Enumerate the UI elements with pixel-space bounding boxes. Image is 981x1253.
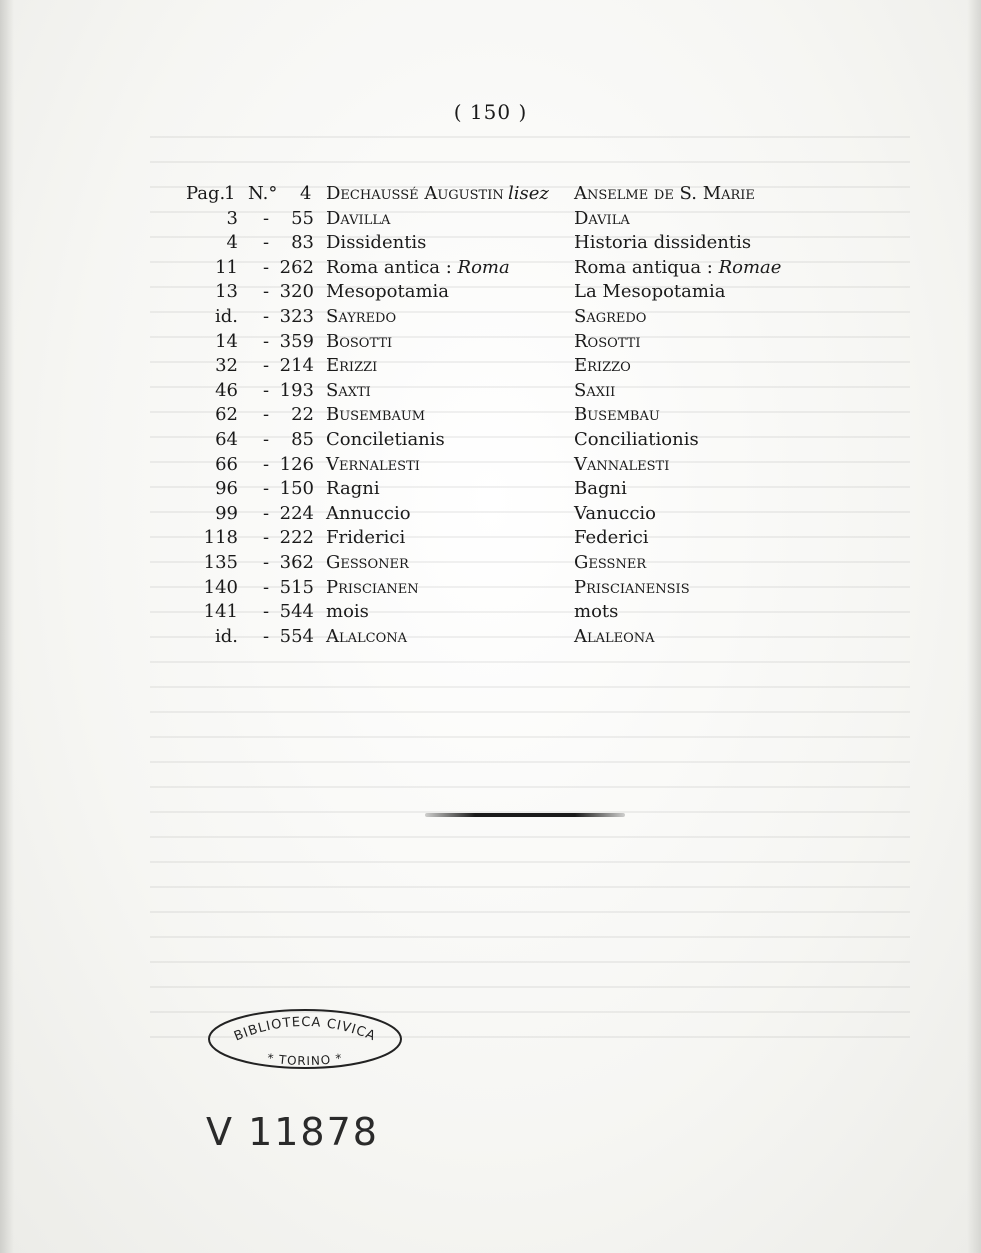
stamp-top-text: BIBLIOTECA CIVICA — [232, 1014, 378, 1045]
errata-correct: Busembau — [574, 404, 660, 426]
errata-correct: Alaleona — [574, 625, 655, 647]
errata-correct: Conciliationis — [574, 428, 699, 450]
errata-dash: - — [262, 232, 270, 254]
errata-number: 323 — [279, 305, 314, 327]
errata-wrong: Roma antica : Roma — [326, 256, 510, 278]
page-edge-right — [967, 0, 981, 1253]
errata-correct: Historia dissidentis — [574, 232, 752, 254]
errata-dash: - — [262, 256, 270, 278]
errata-page: 32 — [215, 355, 238, 377]
errata-dash: - — [262, 428, 270, 450]
errata-number: 214 — [279, 355, 314, 377]
page-edge-left — [0, 0, 14, 1253]
errata-wrong: Annuccio — [326, 502, 411, 524]
errata-wrong: Ragni — [326, 478, 380, 500]
errata-page: 13 — [215, 281, 238, 303]
errata-number: 150 — [279, 478, 314, 500]
errata-correct: Davila — [574, 207, 630, 229]
errata-correct: Priscianensis — [574, 576, 690, 598]
errata-number: 83 — [291, 232, 314, 254]
errata-correct: Saxii — [574, 379, 616, 401]
errata-correct: Rosotti — [574, 330, 641, 352]
errata-page: 64 — [215, 428, 238, 450]
errata-page: 46 — [215, 379, 238, 401]
errata-dash: - — [262, 601, 270, 623]
errata-number: 554 — [279, 625, 314, 647]
errata-page: 140 — [203, 576, 238, 598]
errata-dash: - — [262, 625, 270, 647]
errata-dash: - — [262, 305, 270, 327]
header-right: Anselme de S. Marie — [574, 183, 755, 204]
errata-page: 14 — [215, 330, 238, 352]
end-rule — [425, 813, 625, 817]
errata-wrong: Alalcona — [326, 625, 408, 647]
lisez-label: lisez — [508, 183, 549, 204]
errata-page: id. — [214, 305, 238, 327]
errata-correct: Vanuccio — [574, 502, 657, 524]
errata-dash: - — [262, 355, 270, 377]
page-number: ( 150 ) — [453, 100, 528, 124]
errata-dash: - — [262, 527, 270, 549]
errata-number: 22 — [291, 404, 314, 426]
errata-dash: - — [262, 330, 270, 352]
errata-page: 4 — [226, 232, 238, 254]
errata-wrong: Busembaum — [326, 404, 426, 426]
errata-dash: - — [262, 551, 270, 573]
stamp-bottom-text: * TORINO * — [266, 1050, 344, 1069]
header-wrong: Dechaussé Augustin — [326, 183, 504, 204]
errata-page: 96 — [215, 478, 238, 500]
no-label: N.° — [248, 183, 278, 204]
errata-number: 515 — [279, 576, 314, 598]
errata-correct: Federici — [574, 527, 649, 549]
errata-wrong: Dissidentis — [326, 232, 427, 254]
errata-number: 262 — [279, 256, 314, 278]
errata-wrong: Saxti — [326, 379, 371, 401]
errata-page: 66 — [215, 453, 238, 475]
library-stamp — [205, 1005, 405, 1071]
errata-number: 224 — [279, 502, 314, 524]
errata-number: 85 — [291, 428, 314, 450]
errata-wrong: Priscianen — [326, 576, 419, 598]
errata-wrong: Friderici — [326, 527, 406, 549]
errata-correct: Gessner — [574, 551, 647, 573]
errata-page: 11 — [215, 256, 238, 278]
errata-dash: - — [262, 502, 270, 524]
errata-correct: Vannalesti — [574, 453, 670, 475]
errata-wrong: Bosotti — [326, 330, 393, 352]
errata-wrong: Mesopotamia — [326, 281, 450, 303]
errata-number: 126 — [279, 453, 314, 475]
errata-wrong: mois — [326, 601, 369, 623]
errata-dash: - — [262, 379, 270, 401]
errata-number: 193 — [279, 379, 314, 401]
errata-dash: - — [262, 478, 270, 500]
errata-page: 99 — [215, 502, 238, 524]
errata-number: 544 — [279, 601, 314, 623]
errata-wrong: Davilla — [326, 207, 391, 229]
errata-number: 320 — [279, 281, 314, 303]
errata-page: 118 — [203, 527, 238, 549]
errata-number: 359 — [279, 330, 314, 352]
errata-page: 3 — [226, 207, 238, 229]
shelfmark: V 11878 — [206, 1110, 379, 1154]
errata-correct: mots — [574, 601, 619, 623]
errata-page: 62 — [215, 404, 238, 426]
errata-correct: Sagredo — [574, 305, 647, 327]
errata-correct: La Mesopotamia — [574, 281, 726, 303]
errata-wrong: Erizzi — [326, 355, 378, 377]
errata-wrong-italic: Roma — [457, 256, 510, 278]
errata-wrong: Vernalesti — [326, 453, 420, 475]
errata-page: 135 — [203, 551, 238, 573]
errata-wrong: Gessoner — [326, 551, 409, 573]
errata-correct: Roma antiqua : Romae — [574, 256, 782, 278]
errata-wrong: Conciletianis — [326, 428, 445, 450]
errata-dash: - — [262, 281, 270, 303]
errata-page: id. — [214, 625, 238, 647]
pag-label: Pag. — [186, 183, 226, 204]
errata-dash: - — [262, 207, 270, 229]
header-page: 1 — [224, 183, 236, 204]
errata-dash: - — [262, 576, 270, 598]
errata-wrong: Sayredo — [326, 305, 397, 327]
errata-correct: Erizzo — [574, 355, 631, 377]
errata-correct: Bagni — [574, 478, 627, 500]
header-num: 4 — [300, 183, 312, 204]
errata-number: 362 — [279, 551, 314, 573]
errata-number: 222 — [279, 527, 314, 549]
errata-dash: - — [262, 404, 270, 426]
errata-page: 141 — [203, 601, 238, 623]
errata-correct-italic: Romae — [718, 256, 782, 278]
errata-dash: - — [262, 453, 270, 475]
errata-number: 55 — [291, 207, 314, 229]
